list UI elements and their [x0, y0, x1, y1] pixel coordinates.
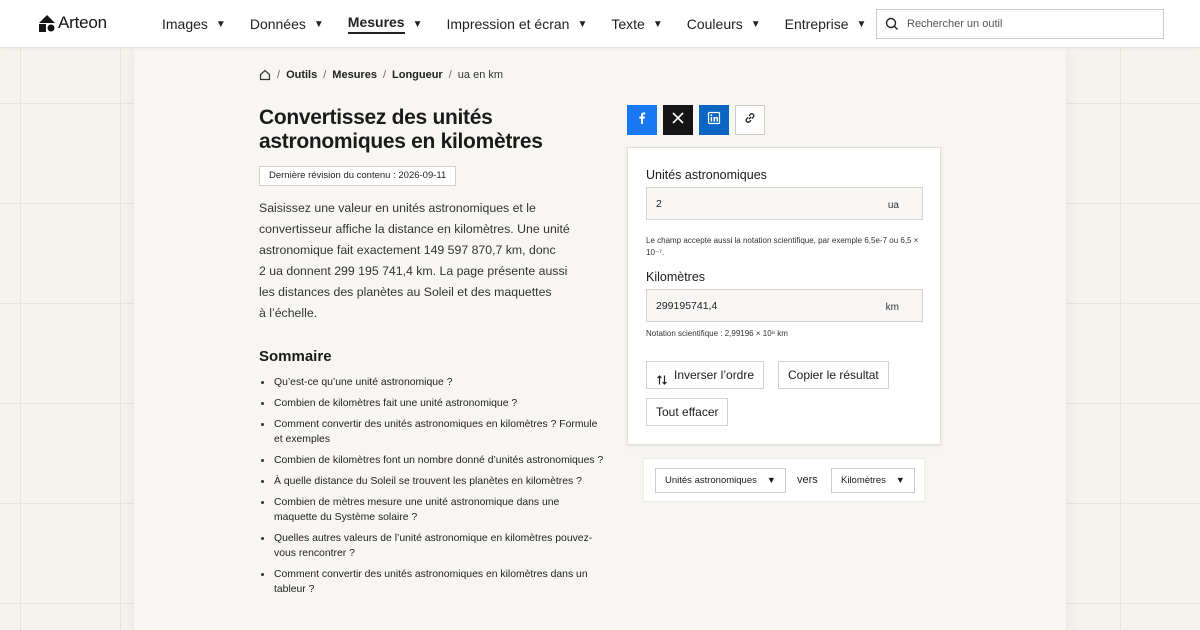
- intro-line: les distances des planètes au Soleil et des maquettes: [259, 285, 552, 299]
- nav-item-impression-ecran[interactable]: [447, 0, 588, 48]
- table-of-contents: [274, 375, 604, 603]
- nav-label: Mesures: [348, 14, 405, 34]
- toc-link[interactable]: Quelles autres valeurs de l’unité astronomique en kilomètres pouvez-vous rencontrer ?: [274, 531, 604, 561]
- search-input[interactable]: [907, 11, 1163, 37]
- search-icon: [877, 10, 907, 38]
- brand-name: Arteon: [58, 13, 107, 32]
- breadcrumb-separator: /: [323, 69, 327, 81]
- caret-down-icon: ▼: [652, 18, 663, 30]
- to-field: [646, 289, 923, 322]
- caret-down-icon: ▼: [412, 18, 423, 30]
- nav-label: Texte: [611, 16, 645, 32]
- nav-item-images[interactable]: [162, 0, 226, 48]
- nav-label: Données: [249, 16, 306, 32]
- share-x-button[interactable]: [663, 105, 693, 135]
- toc-link[interactable]: Combien de mètres mesure une unité astronomique dans une maquette du Système solaire ?: [274, 495, 604, 525]
- logo[interactable]: [39, 13, 107, 33]
- clear-all-button[interactable]: Tout effacer: [646, 398, 728, 426]
- toc-link[interactable]: Qu’est-ce qu’une unité astronomique ?: [274, 375, 604, 390]
- facebook-icon: [635, 111, 649, 130]
- nav-item-entreprise[interactable]: [785, 0, 867, 48]
- intro-line: astronomique fait exactement 149 597 870,7 km, donc: [259, 243, 556, 257]
- toc-link[interactable]: Comment convertir des unités astronomiques en kilomètres ? Formule et exemples: [274, 417, 604, 447]
- caret-down-icon: ▼: [856, 18, 867, 30]
- nav-label: Entreprise: [784, 16, 849, 32]
- nav-item-mesures[interactable]: [348, 0, 423, 48]
- breadcrumb-link-mesures[interactable]: Mesures: [332, 69, 377, 81]
- revision-badge: Dernière révision du contenu : 2026-09-11: [259, 166, 456, 186]
- main-nav: [162, 0, 890, 48]
- x-icon: [671, 111, 685, 130]
- nav-label: Couleurs: [686, 16, 743, 32]
- swap-arrows-icon: [656, 369, 668, 381]
- linkedin-icon: [707, 111, 721, 130]
- nav-item-donnees[interactable]: [250, 0, 324, 48]
- intro-line: convertisseur affiche la distance en kilomètres. Une unité: [259, 222, 570, 236]
- toc-title: Sommaire: [259, 348, 332, 365]
- breadcrumb-current: ua en km: [457, 69, 504, 81]
- nav-item-couleurs[interactable]: [687, 0, 761, 48]
- copy-result-button[interactable]: Copier le résultat: [778, 361, 889, 389]
- breadcrumb-separator: /: [277, 69, 281, 81]
- share-facebook-button[interactable]: [627, 105, 657, 135]
- breadcrumb: [259, 69, 503, 81]
- caret-down-icon: ▼: [750, 18, 761, 30]
- input-hint: Le champ accepte aussi la notation scientifique, par exemple 6,5e-7 ou 6,5 × 10⁻⁷.: [646, 236, 919, 257]
- swap-order-button[interactable]: [646, 361, 764, 389]
- from-unit-select[interactable]: [655, 468, 786, 493]
- home-icon[interactable]: [259, 69, 271, 81]
- intro-paragraph: [259, 198, 599, 324]
- unit-connector: vers: [797, 474, 818, 486]
- converter-panel: [627, 147, 941, 445]
- from-value-input[interactable]: [647, 188, 888, 219]
- nav-label: Images: [162, 16, 208, 32]
- caret-down-icon: ▼: [313, 18, 324, 30]
- intro-line: à l’échelle.: [259, 306, 318, 320]
- breadcrumb-link-longueur[interactable]: Longueur: [392, 69, 443, 81]
- toc-link[interactable]: Comment convertir des unités astronomiques en kilomètres dans un tableur ?: [274, 567, 604, 597]
- link-icon: [743, 111, 757, 130]
- nav-label: Impression et écran: [446, 16, 570, 32]
- toc-link[interactable]: Combien de kilomètres font un nombre donné d’unités astronomiques ?: [274, 455, 604, 466]
- intro-line: 2 ua donnent 299 195 741,4 km. La page présente aussi: [259, 264, 568, 278]
- caret-down-icon: ▼: [766, 475, 776, 485]
- from-field: [646, 187, 923, 220]
- page-title: Convertissez des unités astronomiques en kilomètres: [259, 106, 543, 153]
- to-field-label: Kilomètres: [646, 270, 706, 284]
- share-buttons: [627, 105, 771, 135]
- to-value-input[interactable]: [647, 290, 886, 321]
- scientific-notation: Notation scientifique : 2,99196 × 10⁸ km: [646, 329, 788, 338]
- search-box: [876, 9, 1164, 39]
- from-unit-suffix: ua: [887, 200, 899, 211]
- caret-down-icon: ▼: [577, 18, 588, 30]
- caret-down-icon: ▼: [895, 475, 905, 485]
- breadcrumb-separator: /: [382, 69, 386, 81]
- from-field-label: Unités astronomiques: [646, 168, 767, 182]
- to-unit-suffix: km: [885, 302, 899, 313]
- top-navigation-bar: [0, 0, 1200, 48]
- to-unit-select-value: Kilomètres: [841, 475, 886, 486]
- breadcrumb-separator: /: [448, 69, 452, 81]
- caret-down-icon: ▼: [215, 18, 226, 30]
- copy-link-button[interactable]: [735, 105, 765, 135]
- breadcrumb-link-outils[interactable]: Outils: [286, 69, 318, 81]
- arteon-logo-icon: [39, 15, 55, 32]
- toc-link[interactable]: Combien de kilomètres fait une unité astronomique ?: [274, 396, 604, 411]
- intro-line: Saisissez une valeur en unités astronomiques et le: [259, 201, 536, 215]
- from-unit-select-value: Unités astronomiques: [665, 475, 757, 486]
- swap-order-label: Inverser l’ordre: [674, 368, 755, 382]
- share-linkedin-button[interactable]: [699, 105, 729, 135]
- nav-item-texte[interactable]: [611, 0, 662, 48]
- to-unit-select[interactable]: [831, 468, 915, 493]
- toc-link[interactable]: À quelle distance du Soleil se trouvent les planètes en kilomètres ?: [274, 474, 604, 489]
- unit-selector-row: [643, 458, 925, 502]
